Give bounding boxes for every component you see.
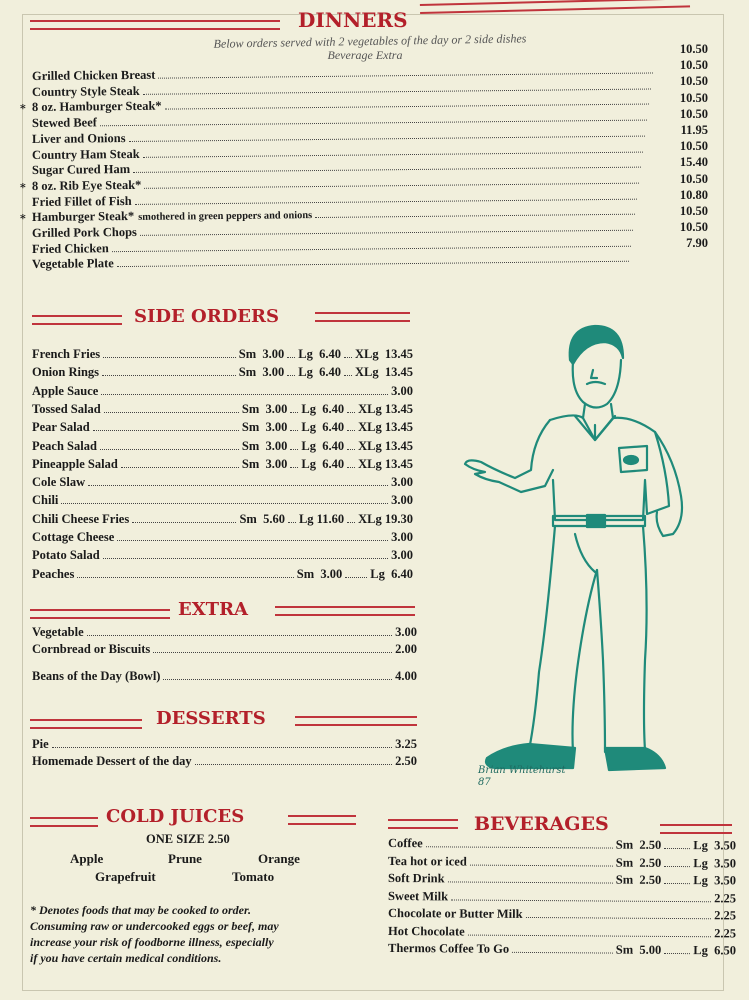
xlarge-price: XLg 13.45 [355, 347, 413, 361]
small-price: Sm 3.00 [241, 456, 288, 471]
mascot-right-boot [605, 748, 665, 770]
dot-leader [121, 467, 239, 468]
dinner-item-name: Vegetable Plate [31, 256, 114, 272]
side-order-name: Peach Salad [32, 438, 97, 453]
side-order-item [32, 365, 413, 380]
disclaimer-line-3: increase your risk of foodborne illness, especially [30, 935, 274, 949]
xlarge-price: XLg 13.45 [358, 420, 413, 435]
dot-leader [347, 467, 355, 468]
dinner-price: 10.50 [679, 139, 708, 154]
dot-leader [451, 899, 711, 902]
dinner-item-name: Country Style Steak [31, 83, 140, 99]
dinner-price: 11.95 [680, 123, 708, 137]
dot-leader [52, 747, 392, 748]
side-order-item [32, 439, 413, 454]
dot-leader [347, 412, 355, 413]
dinner-price: 10.50 [679, 90, 708, 105]
large-price: Lg 3.50 [693, 855, 737, 870]
cold-juices-title: COLD JUICES [106, 806, 245, 827]
beverage-name: Hot Chocolate [387, 923, 465, 939]
dot-leader [512, 952, 613, 954]
mascot-shirt [550, 415, 669, 520]
beverage-name: Thermos Coffee To Go [387, 941, 510, 956]
beverage-name: Coffee [387, 836, 423, 851]
dinners-rule-right [420, 0, 690, 14]
dot-leader [132, 522, 236, 523]
beverage-name: Sweet Milk [387, 888, 449, 903]
dot-leader [287, 375, 295, 376]
side-order-name: Pineapple Salad [32, 456, 118, 471]
side-orders-rule-right [315, 312, 410, 322]
side-order-price: 3.00 [391, 530, 413, 544]
side-order-item [32, 384, 413, 399]
disclaimer-line-1: * Denotes foods that may be cooked to order. [30, 903, 251, 917]
dinner-price: 10.80 [679, 187, 708, 202]
side-order-item-peaches [32, 567, 413, 582]
dot-leader [102, 375, 236, 376]
side-order-item [32, 347, 413, 362]
extra-item [32, 669, 417, 684]
side-order-name: Tossed Salad [32, 401, 101, 416]
juice-apple: Apple [70, 851, 104, 866]
beverages-title: BEVERAGES [474, 813, 609, 835]
side-order-name: Cottage Cheese [32, 530, 115, 544]
beverage-price: 2.25 [714, 890, 737, 905]
large-price: Lg 3.50 [693, 873, 737, 888]
cook-to-order-marker: * [20, 102, 26, 116]
dot-leader [287, 357, 295, 358]
small-price: Sm 2.50 [615, 855, 662, 870]
extra-rule-right [275, 606, 415, 616]
dot-leader [100, 120, 647, 127]
beverage-item [388, 836, 736, 853]
dinner-item-name: Hamburger Steak* [31, 209, 135, 225]
side-order-item [32, 402, 413, 417]
dinner-item-name: Fried Chicken [31, 240, 109, 256]
disclaimer-line-4: if you have certain medical conditions. [30, 951, 222, 965]
dessert-item [32, 754, 417, 769]
cook-to-order-marker: * [20, 180, 26, 194]
cook-to-order-marker: * [20, 212, 26, 226]
xlarge-price: XLg 13.45 [358, 438, 413, 453]
beverage-item [388, 941, 736, 958]
dot-leader [468, 934, 711, 937]
dinner-item-name: Fried Fillet of Fish [31, 193, 132, 209]
dinner-price: 15.40 [679, 155, 708, 170]
extra-item-price: 3.00 [395, 625, 417, 639]
dot-leader [448, 881, 613, 883]
dinner-item-name: Stewed Beef [31, 115, 97, 131]
juice-size-price: ONE SIZE 2.50 [146, 832, 230, 846]
desserts-rule-left [30, 719, 142, 729]
side-order-item [32, 420, 413, 435]
dot-leader [100, 449, 239, 450]
extra-item-price: 4.00 [395, 669, 417, 683]
small-price: Sm 2.50 [615, 837, 662, 852]
large-price: Lg 6.40 [301, 401, 345, 416]
extra-item-name: Beans of the Day (Bowl) [32, 669, 161, 683]
dot-leader [344, 357, 352, 358]
side-order-name: Onion Rings [32, 365, 100, 380]
juice-orange: Orange [258, 851, 300, 866]
dessert-item [32, 737, 417, 752]
side-order-name: Cole Slaw [32, 475, 86, 490]
dot-leader [664, 848, 690, 849]
small-price: Sm 3.00 [241, 438, 288, 453]
dessert-item-name: Homemade Dessert of the day [32, 754, 192, 768]
dot-leader [87, 635, 393, 636]
beverage-item [388, 906, 736, 923]
beverage-item [388, 924, 736, 941]
large-price: Lg 6.40 [370, 566, 413, 581]
dot-leader [93, 430, 239, 431]
side-order-item [32, 512, 413, 527]
disclaimer-line-2: Consuming raw or undercooked eggs or beef, may [30, 919, 279, 933]
side-order-item [32, 530, 413, 545]
dinners-subtitle: Below orders served with 2 vegetables of the day or 2 side dishes [213, 31, 527, 51]
dot-leader [344, 375, 352, 376]
dot-leader [347, 522, 355, 523]
dot-leader [144, 183, 639, 189]
dot-leader [426, 846, 613, 848]
small-price: Sm 2.50 [615, 872, 662, 887]
dinner-item-name: Grilled Chicken Breast [31, 67, 156, 83]
dinner-item-name: 8 oz. Rib Eye Steak* [31, 177, 142, 193]
mascot-left-leg [529, 526, 597, 752]
side-order-item [32, 493, 413, 508]
beverage-price: 2.25 [714, 925, 737, 940]
extra-rule-left [30, 609, 170, 619]
small-price: Sm 3.00 [238, 365, 285, 380]
dinner-item-note: smothered in green peppers and onions [138, 210, 313, 224]
dot-leader [290, 412, 298, 413]
large-price: Lg 3.50 [693, 838, 737, 853]
xlarge-price: XLg 19.30 [358, 511, 413, 526]
dot-leader [140, 230, 633, 236]
dinner-price: 10.50 [679, 74, 708, 89]
beverage-name: Tea hot or iced [387, 853, 467, 869]
dessert-item-name: Pie [32, 737, 49, 751]
side-order-name: Apple Sauce [32, 383, 99, 398]
large-price: Lg 6.40 [298, 365, 341, 380]
large-price: Lg 6.40 [298, 347, 341, 361]
beverage-item [388, 889, 736, 906]
dot-leader [103, 558, 388, 559]
dot-leader [165, 104, 649, 110]
dinner-price: 10.50 [679, 204, 708, 218]
dot-leader [470, 864, 613, 866]
extra-item-price: 2.00 [395, 642, 417, 656]
juice-prune: Prune [168, 851, 202, 866]
side-order-name: French Fries [32, 347, 101, 361]
extra-item-name: Cornbread or Biscuits [32, 642, 151, 656]
juice-grapefruit: Grapefruit [95, 869, 156, 884]
small-price: Sm 3.00 [238, 347, 285, 361]
dinner-item-name: Sugar Cured Ham [31, 162, 131, 178]
side-order-name: Pear Salad [32, 420, 90, 435]
side-order-price: 3.00 [391, 383, 413, 398]
large-price: Lg 6.40 [301, 456, 345, 471]
dot-leader [664, 883, 690, 884]
cold-juices-rule-right [288, 815, 356, 825]
side-order-item [32, 457, 413, 472]
side-order-name: Chili [32, 493, 59, 508]
dot-leader [133, 167, 641, 173]
artist-signature: Brian Whitehurst 87 [478, 765, 566, 788]
large-price: Lg 6.50 [693, 943, 737, 958]
dot-leader [117, 261, 629, 267]
dinner-item-name: Liver and Onions [31, 130, 126, 146]
side-order-name: Potato Salad [32, 548, 100, 563]
dot-leader [526, 917, 712, 919]
beverages-rule-left [388, 819, 458, 829]
dot-leader [61, 503, 388, 504]
dinner-price: 10.50 [679, 171, 708, 186]
dot-leader [195, 764, 392, 765]
side-order-price: 3.00 [391, 493, 413, 508]
dot-leader [664, 865, 690, 866]
dessert-item-price: 3.25 [395, 737, 417, 751]
dessert-item-price: 2.50 [395, 754, 417, 768]
extra-item [32, 642, 417, 657]
beverage-price: 2.25 [714, 908, 737, 923]
dot-leader [664, 953, 690, 954]
dot-leader [77, 577, 293, 578]
dinner-price: 10.50 [679, 220, 708, 235]
mascot-illustration [455, 320, 725, 790]
beverage-item [388, 854, 736, 871]
side-orders-title: SIDE ORDERS [134, 306, 279, 327]
dinner-item-name: Grilled Pork Chops [31, 224, 137, 240]
side-order-name: Peaches [32, 566, 75, 581]
side-order-price: 3.00 [391, 548, 413, 563]
side-order-item [32, 475, 413, 490]
dinners-rule-left [30, 20, 280, 30]
mascot-right-leg [597, 526, 647, 752]
small-price: Sm 3.00 [296, 566, 343, 581]
large-price: Lg 11.60 [298, 511, 345, 526]
dot-leader [104, 412, 239, 413]
side-orders-rule-left [32, 315, 122, 325]
xlarge-price: XLg 13.45 [358, 401, 413, 416]
cold-juices-rule-left [30, 817, 98, 827]
small-price: Sm 5.00 [615, 942, 662, 957]
large-price: Lg 6.40 [301, 420, 345, 435]
dot-leader [347, 430, 355, 431]
large-price: Lg 6.40 [301, 438, 345, 453]
beverage-name: Chocolate or Butter Milk [387, 906, 523, 921]
dinner-item-name: Country Ham Steak [31, 146, 140, 162]
extra-title: EXTRA [178, 599, 249, 620]
mascot-face [573, 360, 621, 408]
extra-item-name: Vegetable [32, 625, 84, 639]
mascot-hair [570, 326, 623, 364]
beverages-rule-right [660, 824, 732, 834]
dot-leader [290, 467, 298, 468]
dot-leader [315, 214, 635, 218]
dot-leader [88, 485, 388, 486]
mascot-left-arm [465, 420, 553, 492]
beverage-name: Soft Drink [387, 871, 445, 886]
side-order-item [32, 548, 413, 563]
small-price: Sm 3.00 [241, 420, 288, 435]
dot-leader [347, 449, 355, 450]
dinner-price: 10.50 [679, 42, 708, 56]
dinners-subtitle-beverage: Beverage Extra [327, 48, 403, 62]
dinner-price: 10.50 [679, 58, 708, 73]
dot-leader [290, 449, 298, 450]
dot-leader [288, 522, 296, 523]
dot-leader [290, 430, 298, 431]
beverage-item [388, 871, 736, 888]
dot-leader [158, 72, 653, 78]
dot-leader [345, 577, 367, 578]
dinner-price: 10.50 [679, 106, 708, 121]
dot-leader [103, 357, 236, 358]
dinner-price: 7.90 [686, 236, 708, 251]
side-order-name: Chili Cheese Fries [32, 511, 130, 526]
small-price: Sm 5.60 [239, 511, 285, 526]
dot-leader [101, 394, 388, 395]
desserts-title: DESSERTS [156, 708, 266, 729]
xlarge-price: XLg 13.45 [355, 365, 413, 380]
dot-leader [153, 652, 392, 653]
dot-leader [117, 540, 388, 541]
juice-tomato: Tomato [232, 869, 275, 884]
dot-leader [129, 135, 645, 141]
side-order-price: 3.00 [391, 475, 413, 490]
small-price: Sm 3.00 [241, 401, 288, 416]
dot-leader [163, 679, 392, 680]
xlarge-price: XLg 13.45 [358, 456, 413, 471]
desserts-rule-right [295, 716, 417, 726]
dinners-title: DINNERS [298, 8, 408, 32]
dinner-item-name: 8 oz. Hamburger Steak* [31, 99, 162, 115]
extra-item [32, 625, 417, 640]
